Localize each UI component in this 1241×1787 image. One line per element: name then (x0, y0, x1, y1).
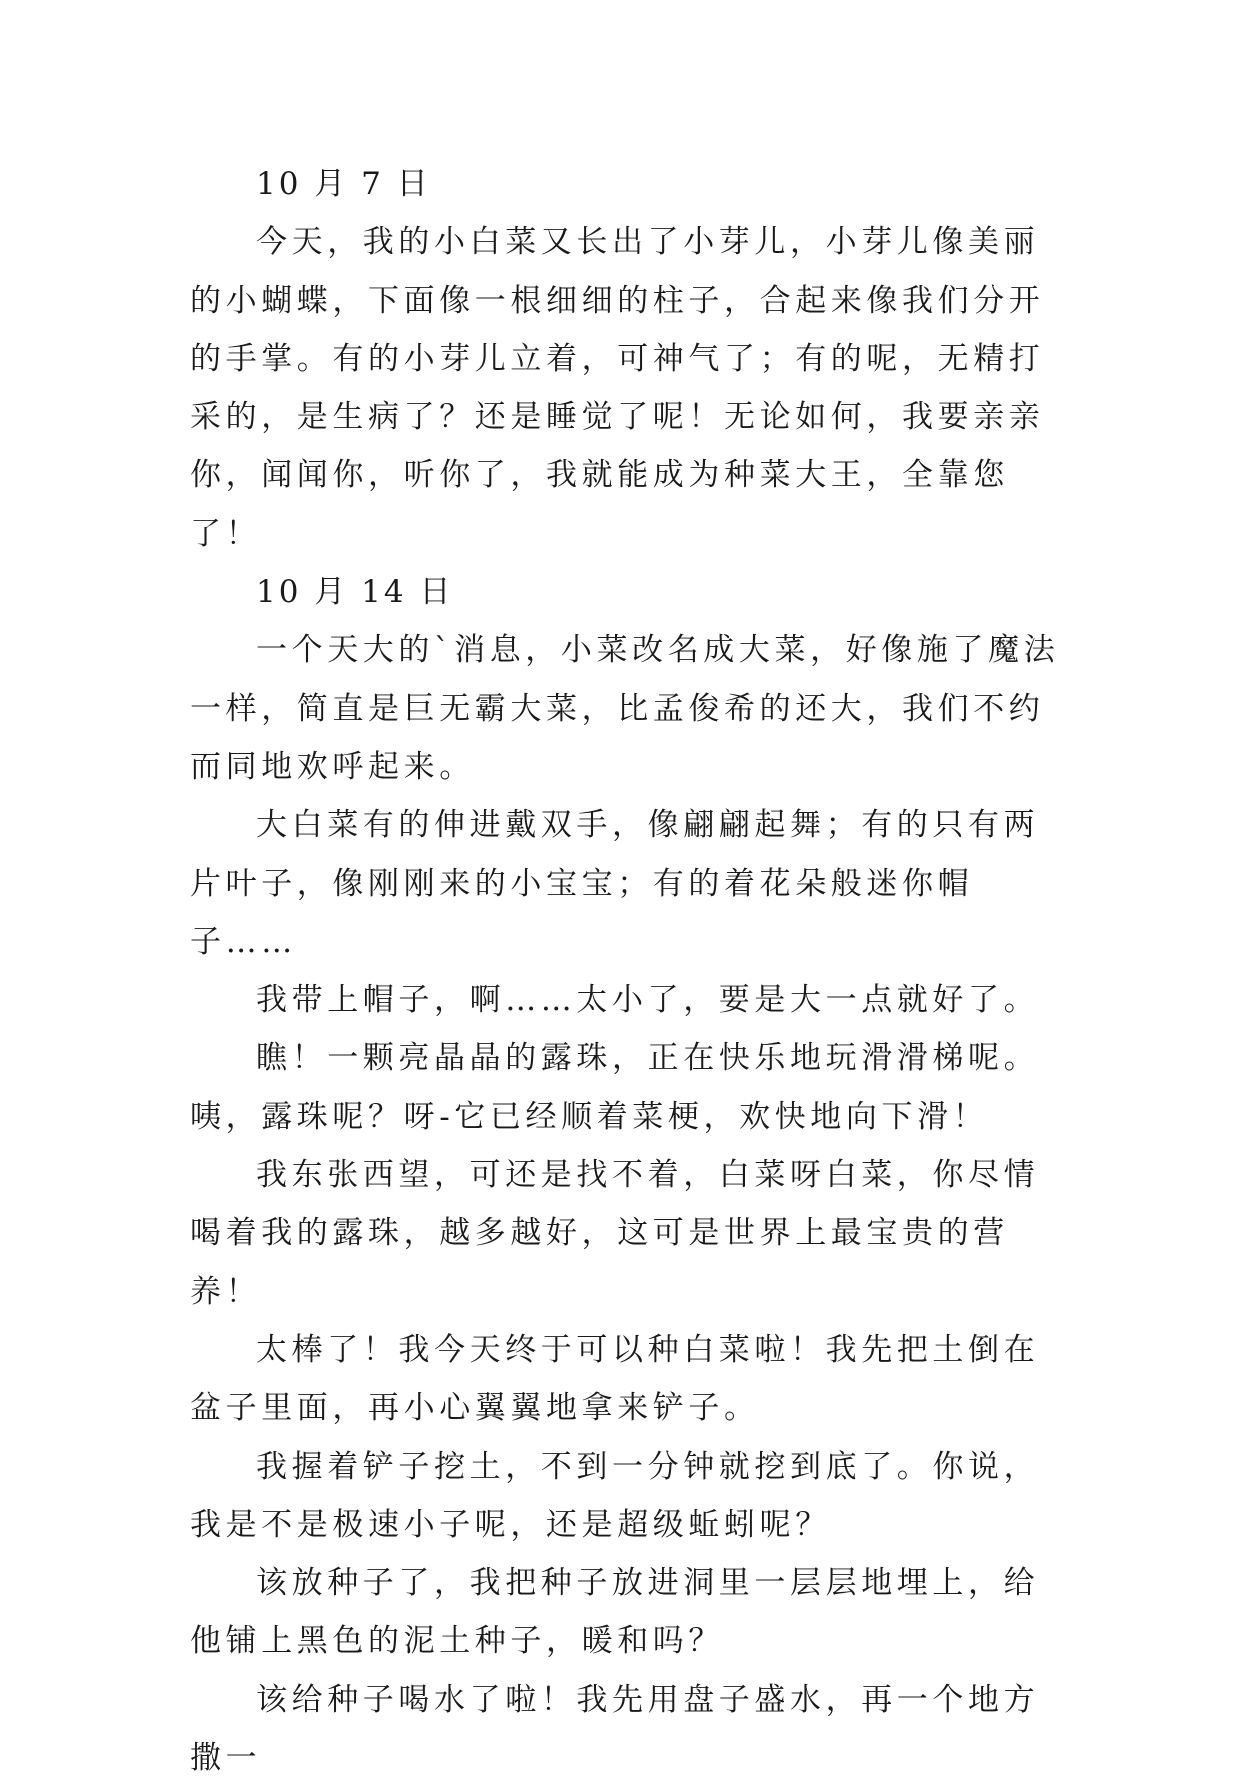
entry-paragraph: 我东张西望，可还是找不着，白菜呀白菜，你尽情喝着我的露珠，越多越好，这可是世界上最宝贵的营养！ (190, 1157, 1040, 1310)
entry-date: 10 月 7 日 (256, 166, 431, 202)
entry-paragraph: 我握着铲子挖土，不到一分钟就挖到底了。你说，我是不是极速小子呢，还是超级蚯蚓呢？ (190, 1448, 1040, 1543)
entry-paragraph: 大白菜有的伸进戴双手，像翩翩起舞；有的只有两片叶子，像刚刚来的小宝宝；有的着花朵般迷你帽子…… (190, 807, 1040, 960)
entry-paragraph: 我带上帽子，啊……太小了，要是大一点就好了。 (256, 982, 1040, 1019)
entry-date: 10 月 14 日 (256, 574, 454, 611)
entry-paragraph: 一个天大的`消息，小菜改名成大菜，好像施了魔法一样，简直是巨无霸大菜，比孟俊希的还大，我们不约而同地欢呼起来。 (190, 632, 1060, 785)
entry-paragraph: 该给种子喝水了啦！我先用盘子盛水，再一个地方撒一 (190, 1681, 1040, 1777)
entry-paragraph: 太棒了！我今天终于可以种白菜啦！我先把土倒在盆子里面，再小心翼翼地拿来铲子。 (190, 1331, 1040, 1427)
entry-paragraph: 今天，我的小白菜又长出了小芽儿，小芽儿像美丽的小蝴蝶，下面像一根细细的柱子，合起来像我们分开的手掌。有的小芽儿立着，可神气了；有的呢，无精打采的，是生病了？还是睡觉了呢！无论如何，我要亲亲你，闻闻你，听你了，我就能成为种菜大王，全靠您了！ (190, 224, 1045, 552)
entry-paragraph: 瞧！一颗亮晶晶的露珠，正在快乐地玩滑滑梯呢。咦，露珠呢？呀-它已经顺着菜梗，欢快地向下滑！ (190, 1040, 1040, 1135)
document-body (190, 155, 1070, 1787)
entry-paragraph: 该放种子了，我把种子放进洞里一层层地埋上，给他铺上黑色的泥土种子，暖和吗？ (190, 1565, 1040, 1660)
